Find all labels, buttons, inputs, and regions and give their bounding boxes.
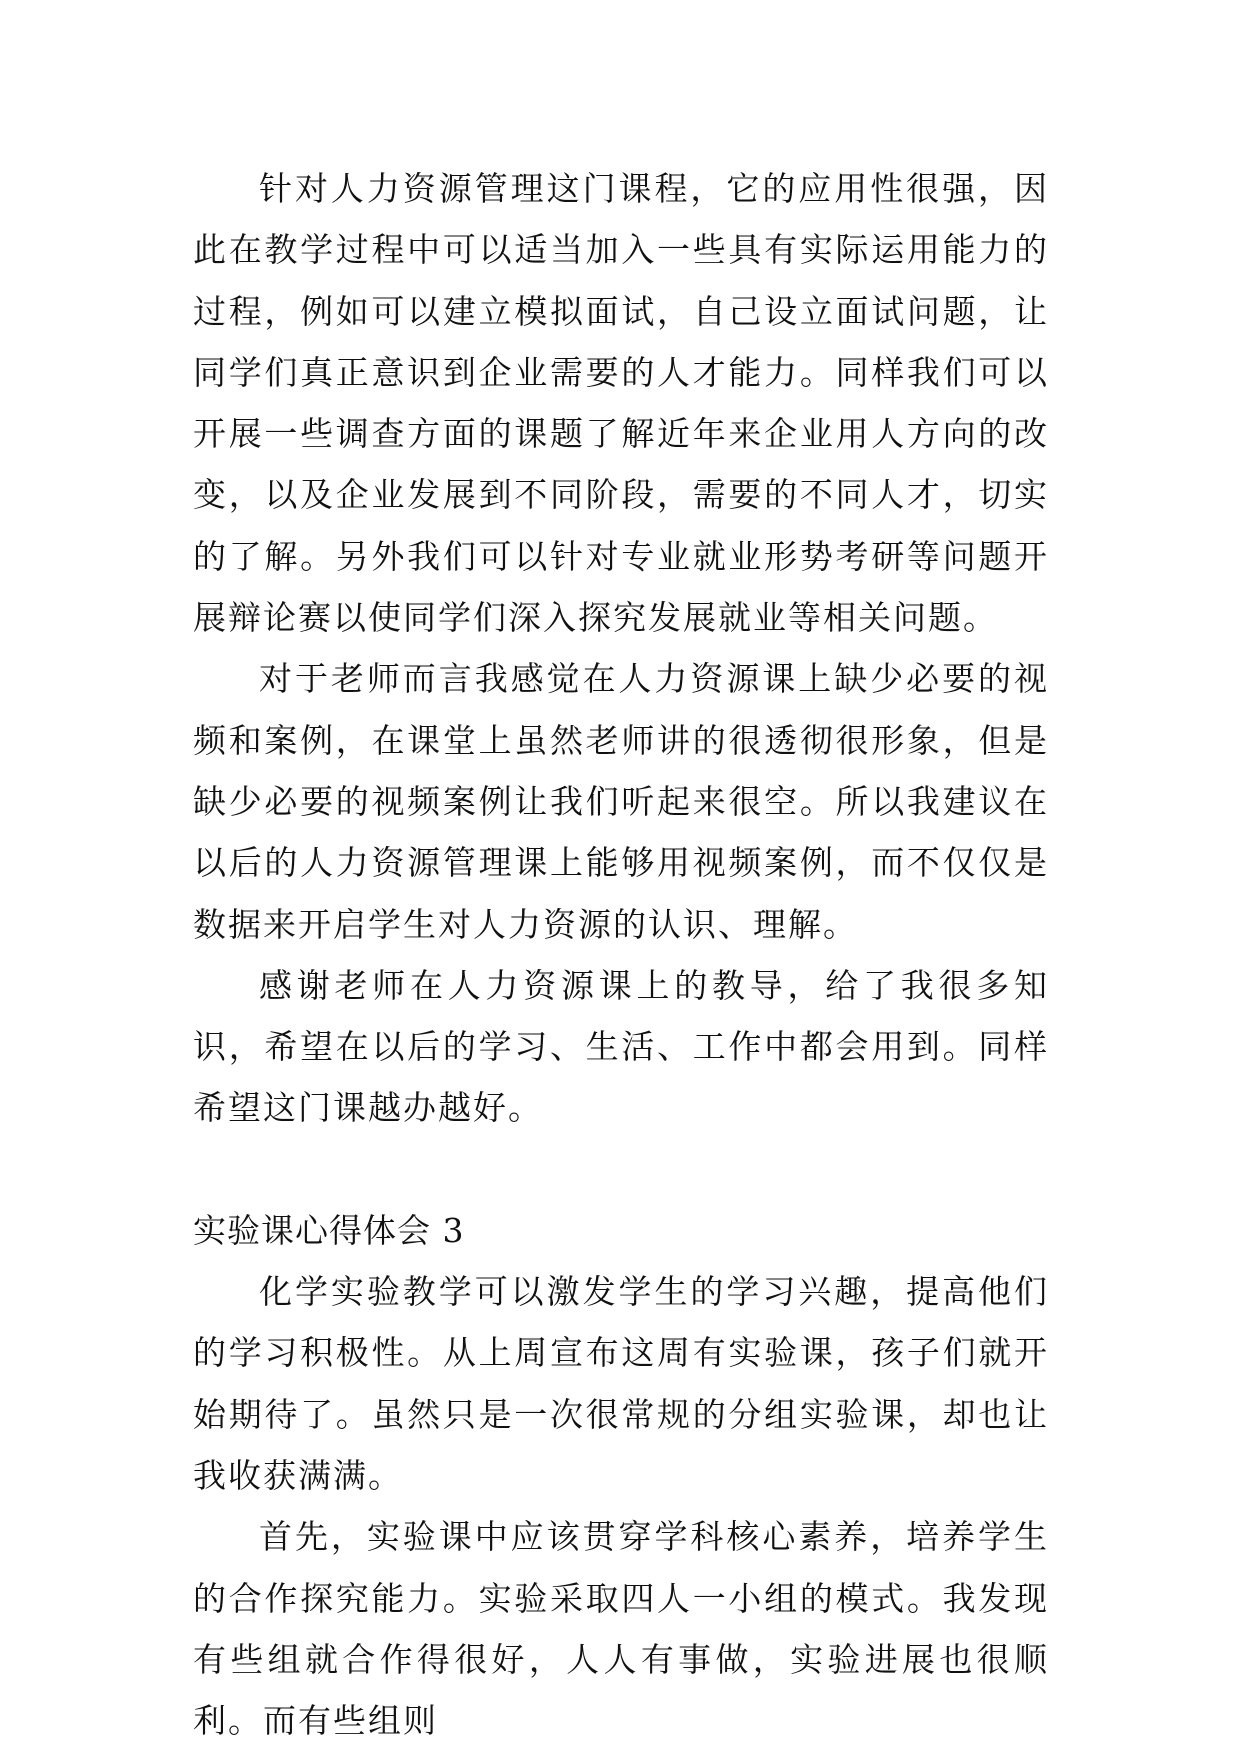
section-title: 实验课心得体会 3 xyxy=(193,1210,465,1250)
document-body xyxy=(193,158,1049,1751)
paragraph-hr-course-suggestions: 针对人力资源管理这门课程，它的应用性很强，因此在教学过程中可以适当加入一些具有实际运用能力的过程，例如可以建立模拟面试，自己设立面试问题，让同学们真正意识到企业需要的人才能力。同样我们可以开展一些调查方面的课题了解近年来企业用人方向的改变，以及企业发展到不同阶段，需要的不同人才，切实的了解。另外我们可以针对专业就业形势考研等问题开展辩论赛以使同学们深入探究发展就业等相关问题。 xyxy=(193,169,1049,638)
paragraph-core-literacy: 首先，实验课中应该贯穿学科核心素养，培养学生的合作探究能力。实验采取四人一小组的模式。我发现有些组就合作得很好，人人有事做，实验进展也很顺利。而有些组则 xyxy=(193,1517,1049,1741)
paragraph-video-cases: 对于老师而言我感觉在人力资源课上缺少必要的视频和案例，在课堂上虽然老师讲的很透彻很形象，但是缺少必要的视频案例让我们听起来很空。所以我建议在以后的人力资源管理课上能够用视频案例，而不仅仅是数据来开启学生对人力资源的认识、理解。 xyxy=(193,659,1049,944)
paragraph-chemistry-interest: 化学实验教学可以激发学生的学习兴趣，提高他们的学习积极性。从上周宣布这周有实验课，孩子们就开始期待了。虽然只是一次很常规的分组实验课，却也让我收获满满。 xyxy=(193,1272,1049,1495)
paragraph-thanks-teacher: 感谢老师在人力资源课上的教导，给了我很多知识，希望在以后的学习、生活、工作中都会用到。同样希望这门课越办越好。 xyxy=(193,965,1049,1128)
